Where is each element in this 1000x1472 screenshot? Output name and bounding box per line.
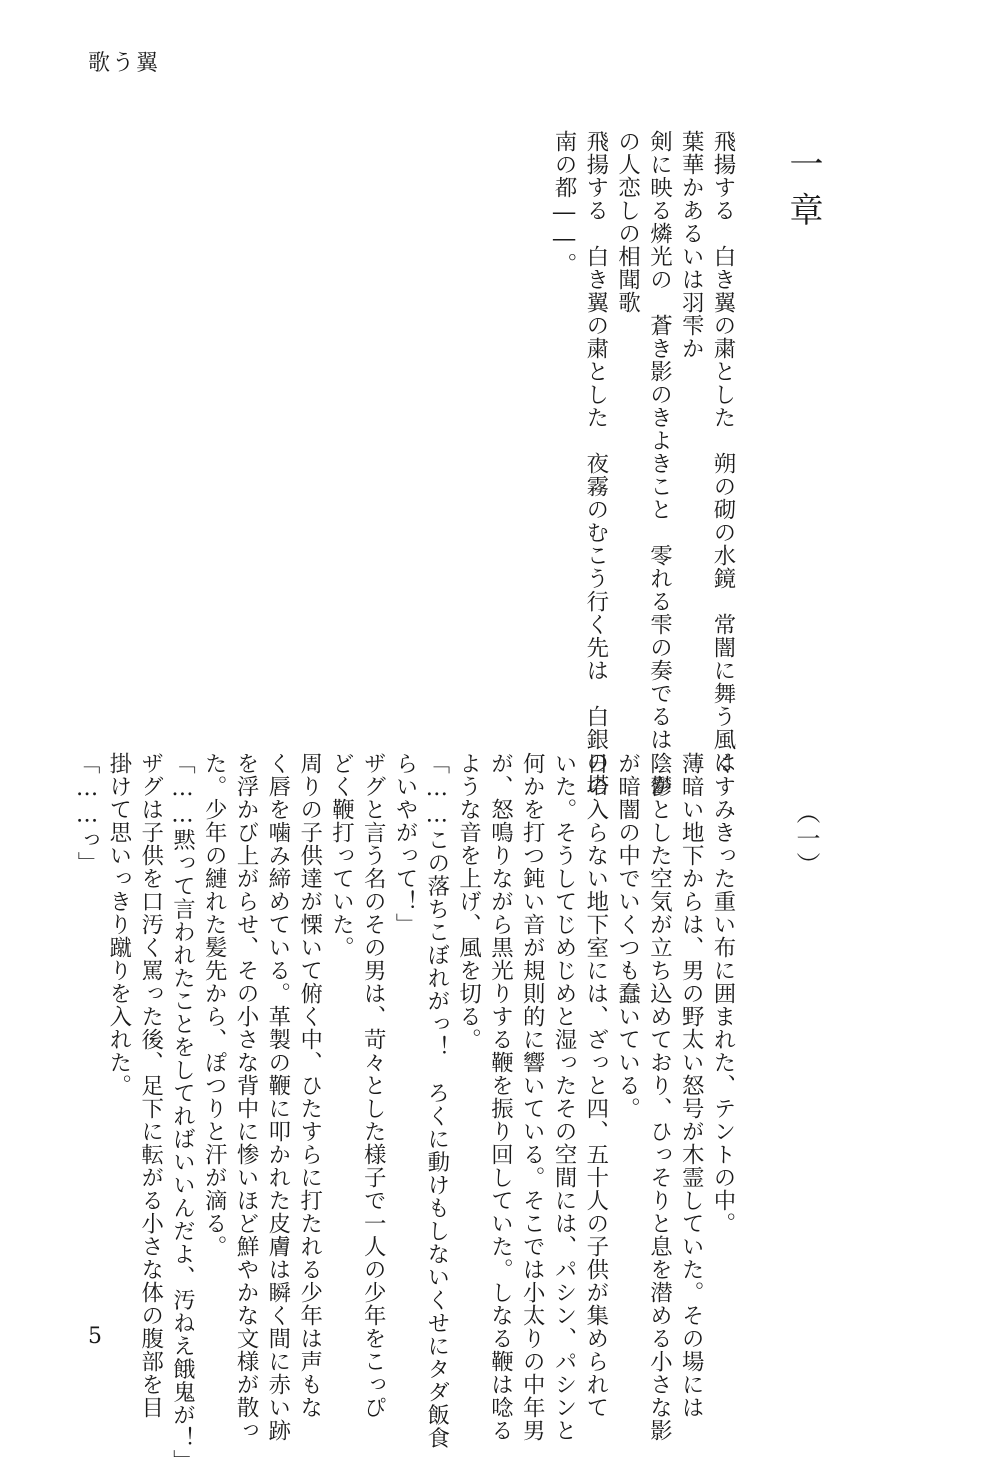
running-title: 歌う翼 [88,51,161,76]
body-line: 「……黙って言われたことをしてればいいんだよ、汚ねえ餓鬼が！」 [169,752,196,1472]
page-number: 5 [88,1324,102,1349]
poem-line: 飛揚する 白き翼の粛とした 夜霧のむこう行く先は 白銀の塔 [582,130,609,797]
body-line: く唇を噛み締めている。革製の鞭に叩かれた皮膚は瞬く間に赤い跡 [264,752,291,1442]
body-line: 薄暗い地下からは、男の野太い怒号が木霊していた。その場には [678,752,705,1419]
section-title: （一） [792,800,820,878]
body-line: を浮かび上がらせ、その小さな背中に惨いほど鮮やかな文様が散っ [233,752,260,1442]
chapter-title: 一章 [783,146,823,238]
body-line: が、怒鳴りながら黒光りする鞭を振り回していた。しなる鞭は唸る [487,752,514,1442]
body-line: た。少年の縺れた髪先から、ぽつりと汗が滴る。 [201,752,228,1258]
body-line: 何かを打つ鈍い音が規則的に響いている。そこでは小太りの中年男 [519,752,546,1442]
body-line: ザグと言う名のその男は、苛々とした様子で一人の少年をこっぴ [360,752,387,1419]
body-line: いた。そうしてじめじめと湿ったその空間には、パシン、パシンと [551,752,578,1442]
body-line: 日の入らない地下室には、ざっと四、五十人の子供が集められて [582,752,609,1419]
poem-block [547,130,738,797]
body-line: が暗闇の中でいくつも蠢いている。 [614,752,641,1120]
poem-line: の人恋しの相聞歌 [614,130,641,314]
body-line: ザグは子供を口汚く罵った後、足下に転がる小さな体の腹部を目 [137,752,164,1419]
poem-line: 南の都――。 [551,130,578,276]
body-line: くすみきった重い布に囲まれた、テントの中。 [710,752,736,1235]
poem-line: 飛揚する 白き翼の粛とした 朔の砌の水鏡 常闇に舞う風は [710,130,736,774]
body-line: ような音を上げ、風を切る。 [455,752,482,1051]
body-line: どく鞭打っていた。 [328,752,355,959]
body-text [70,752,738,1472]
body-line: 「……っ」 [74,752,101,875]
body-line: 「……この落ちこぼれがっ！ ろくに動けもしないくせにタダ飯食 [423,752,450,1450]
body-line: 周りの子供達が慄いて俯く中、ひたすらに打たれる少年は声もな [296,752,323,1419]
poem-line: 葉華かあるいは羽雫か [678,130,705,360]
poem-line: 剣に映る燐光の 蒼き影のきよきこと 零れる雫の奏でるは か [646,130,673,797]
body-line: 陰鬱とした空気が立ち込めており、ひっそりと息を潜める小さな影 [646,752,673,1442]
body-line: らいやがって！」 [392,752,419,936]
body-line: 掛けて思いっきり蹴りを入れた。 [105,752,132,1097]
